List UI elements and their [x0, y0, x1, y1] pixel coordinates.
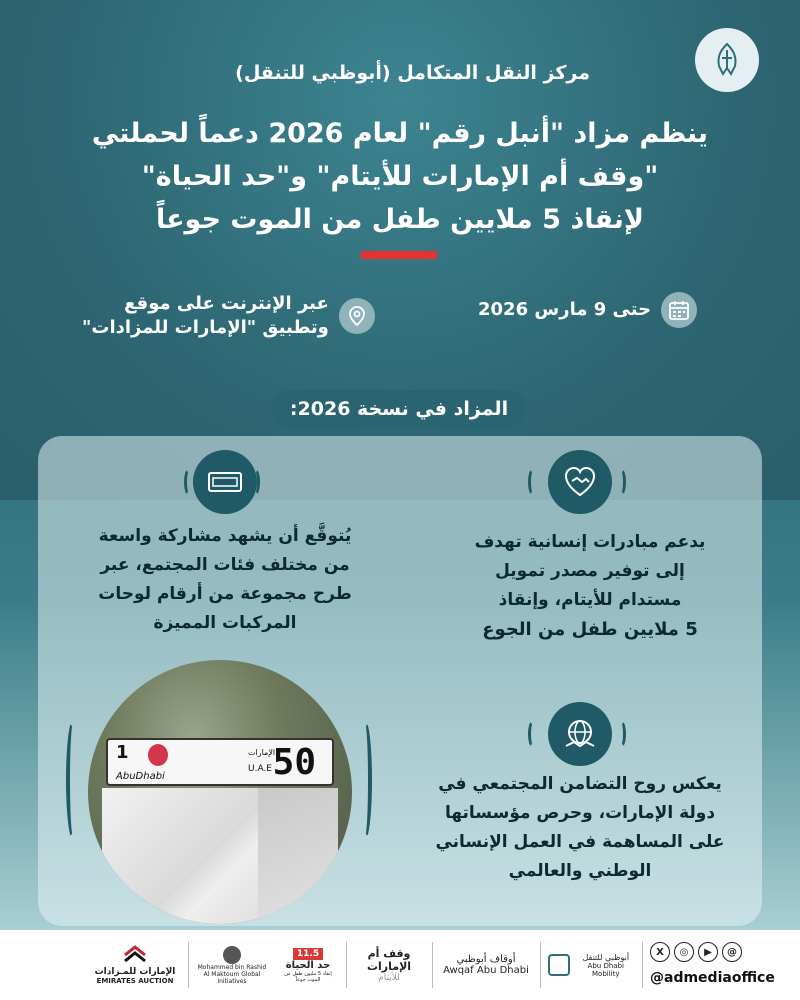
section-title: المزاد في نسخة 2026: — [272, 390, 526, 428]
accent-divider — [361, 251, 437, 259]
headline-line: "وقف أم الإمارات للأيتام" و"حد الحياة" — [141, 161, 659, 192]
logo-text: Al Maktoum Global Initiatives — [203, 970, 261, 985]
logo-text: حد الحياة — [285, 959, 331, 971]
social-icons — [650, 942, 742, 962]
date-info — [478, 292, 697, 328]
plate-emblem-icon — [148, 744, 168, 766]
emirates-auction-logo — [90, 936, 180, 994]
decorative-arc — [616, 720, 626, 748]
logo-text: الإمارات للمـزادات — [94, 967, 176, 977]
mobility-icon — [548, 954, 570, 976]
license-plate — [106, 738, 334, 786]
participation-text — [80, 522, 370, 638]
logo-text: أوقاف أبوظبي — [456, 954, 516, 965]
logo-text: EMIRATES AUCTION — [96, 977, 174, 985]
logo-text: Awqaf Abu Dhabi — [443, 965, 529, 976]
logo-text: إنقاذ 5 مليون طفل من الموت جوعاً — [284, 970, 332, 983]
plate-city: AbuDhabi — [116, 771, 165, 782]
feature-line: طرح مجموعة من أرقام لوحات — [98, 584, 352, 604]
youtube-icon[interactable]: ▶ — [698, 942, 718, 962]
headline — [0, 112, 800, 241]
chevron-stack-icon — [123, 945, 147, 967]
awqaf-logo — [436, 936, 536, 994]
feature-line: على المساهمة في العمل الإنساني — [435, 832, 725, 852]
feature-line: مستدام للأيتام، وإنقاذ — [498, 590, 682, 610]
logo-text: للأيتام — [378, 973, 400, 983]
feature-line: يُتوقَّع أن يشهد مشاركة واسعة — [98, 526, 352, 546]
location-info — [82, 292, 375, 340]
auction-location — [82, 292, 329, 340]
abu-dhabi-mobility-logo — [548, 936, 638, 994]
decorative-arc — [528, 468, 538, 496]
plate-number: 50 — [272, 742, 316, 783]
logo-text: أبوظبي للتنقل — [582, 952, 630, 962]
mbrgi-logo — [194, 936, 270, 994]
logo-text: Abu Dhabi Mobility — [587, 961, 624, 978]
feature-line: 5 ملايين طفل من الجوع — [482, 619, 698, 640]
logo-separator — [432, 942, 433, 988]
feature-line: يعكس روح التضامن المجتمعي في — [438, 774, 722, 794]
x-icon[interactable]: X — [650, 942, 670, 962]
instagram-icon[interactable]: ◎ — [674, 942, 694, 962]
logo-separator — [346, 942, 347, 988]
footer — [0, 930, 800, 1000]
headline-line: ينظم مزاد "أنبل رقم" لعام 2026 دعماً لحملتي — [91, 118, 709, 149]
decorative-arc — [66, 720, 80, 840]
license-plate-icon — [193, 450, 257, 514]
feature-line: إلى توفير مصدر تمويل — [495, 561, 685, 581]
plate-country-ar: الإمارات — [248, 748, 276, 757]
globe-hands-icon — [548, 702, 612, 766]
logo-separator — [642, 942, 643, 988]
decorative-arc — [358, 720, 372, 840]
calendar-icon — [661, 292, 697, 328]
feature-line: دولة الإمارات، وحرص مؤسساتها — [444, 803, 716, 823]
feature-line: من مختلف فئات المجتمع، عبر — [100, 555, 350, 575]
plate-code: 1 — [116, 742, 129, 763]
decorative-arc — [616, 468, 626, 496]
license-plate-photo — [88, 660, 352, 924]
feature-line: الوطني والعالمي — [508, 861, 652, 881]
portrait-icon — [223, 946, 241, 964]
solidarity-text — [410, 770, 750, 886]
threads-icon[interactable]: @ — [722, 942, 742, 962]
organization-name: مركز النقل المتكامل (أبوظبي للتنقل) — [235, 62, 590, 84]
logo-text: وقف أم الإمارات — [366, 947, 412, 973]
headline-line: لإنقاذ 5 ملايين طفل من الموت جوعاً — [155, 204, 645, 235]
auction-date: حتى 9 مارس 2026 — [478, 299, 652, 320]
logo-badge: 11.5 — [293, 948, 323, 960]
heart-handshake-icon — [548, 450, 612, 514]
feature-line: يدعم مبادرات إنسانية تهدف — [474, 532, 706, 552]
plate-country: U.A.E — [248, 764, 272, 774]
logo-separator — [188, 942, 189, 988]
location-pin-icon — [339, 298, 375, 334]
location-line: عبر الإنترنت على موقع — [124, 293, 329, 314]
hadd-alhayat-logo — [274, 936, 342, 994]
social-handle[interactable]: @admediaoffice — [650, 970, 775, 986]
logo-separator — [540, 942, 541, 988]
marble-pedestal — [102, 788, 338, 924]
umm-al-emarat-logo — [350, 936, 428, 994]
logo-text: Mohammed bin Rashid — [197, 963, 267, 971]
location-line: وتطبيق "الإمارات للمزادات" — [82, 317, 329, 338]
falcon-emblem-icon — [695, 28, 759, 92]
feature-line: المركبات المميزة — [153, 613, 297, 633]
decorative-arc — [528, 720, 538, 748]
support-text — [440, 528, 740, 644]
